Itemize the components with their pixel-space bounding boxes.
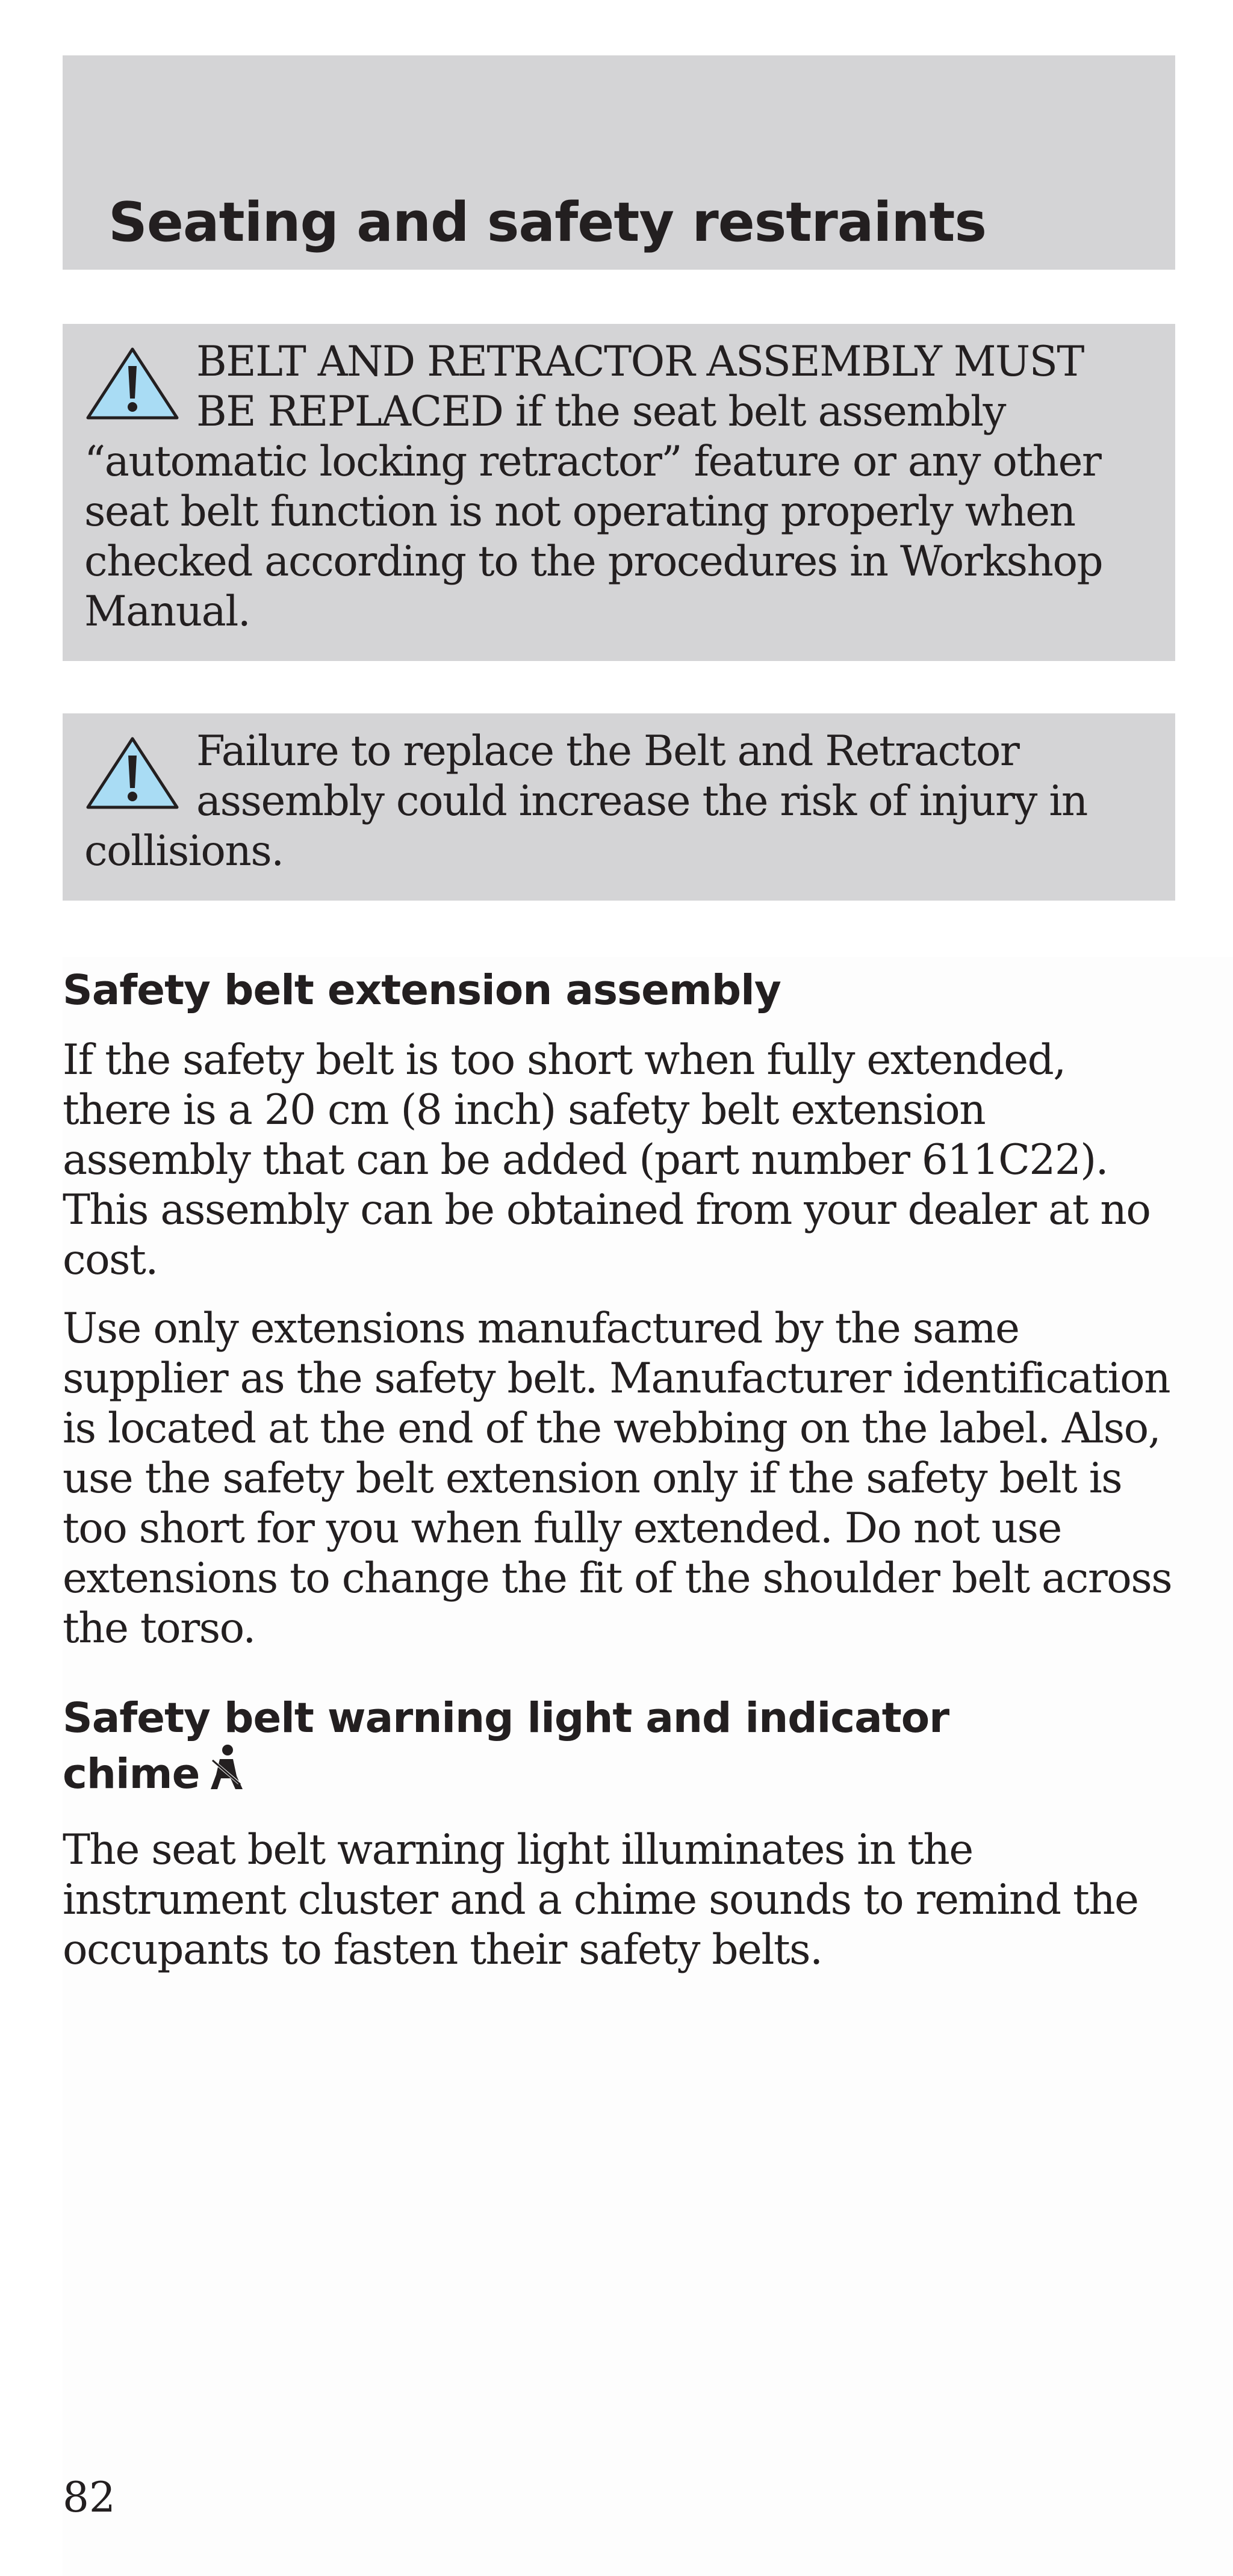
warning-text: Failure to replace the Belt and Retractor assembly could increase the risk of injury in collisions.: [84, 727, 1087, 875]
page-number: 82: [63, 2474, 116, 2522]
section-body: [63, 1035, 1182, 1285]
warning-triangle-icon: [84, 346, 181, 430]
paragraph: The seat belt warning light illuminates in the instrument cluster and a chime sounds to remind the occupants to fasten their safety belts.: [63, 1826, 1138, 1974]
section-body: [63, 1825, 1182, 1975]
warning-box: [63, 713, 1175, 901]
page-title: Seating and safety restraints: [108, 191, 987, 254]
paragraph: If the safety belt is too short when fully extended, there is a 20 cm (8 inch) safety belt extension assembly that can be added (part number 611C22). This assembly can be obtained from your dealer at no cost.: [63, 1036, 1151, 1284]
heading-line-1: Safety belt warning light and indicator: [63, 1694, 949, 1742]
warning-triangle-icon: [84, 735, 181, 819]
paragraph: Use only extensions manufactured by the same supplier as the safety belt. Manufacturer identification is located at the end of the webbing on the label. Also, use the safety belt extension only if the safety belt is too short for you when fully extended. Do not use extensions to change the fit of the shoulder belt across the torso.: [63, 1305, 1172, 1653]
section-header-band: [63, 55, 1175, 270]
heading-line-2: chime: [63, 1750, 200, 1798]
section-body: [63, 1304, 1182, 1654]
section-heading: Safety belt extension assembly: [63, 966, 781, 1014]
warning-box: [63, 324, 1175, 661]
section-warning-light-chime: [63, 1693, 1182, 1803]
seat-belt-icon: [208, 1743, 245, 1803]
warning-text: BELT AND RETRACTOR ASSEMBLY MUST BE REPLACED if the seat belt assembly “automatic locking retractor” feature or any other seat belt function is not operating properly when checked according to the procedures in Workshop Manual.: [84, 338, 1103, 636]
section-extension-assembly: [63, 965, 1182, 1016]
section-heading: [63, 1693, 1182, 1803]
